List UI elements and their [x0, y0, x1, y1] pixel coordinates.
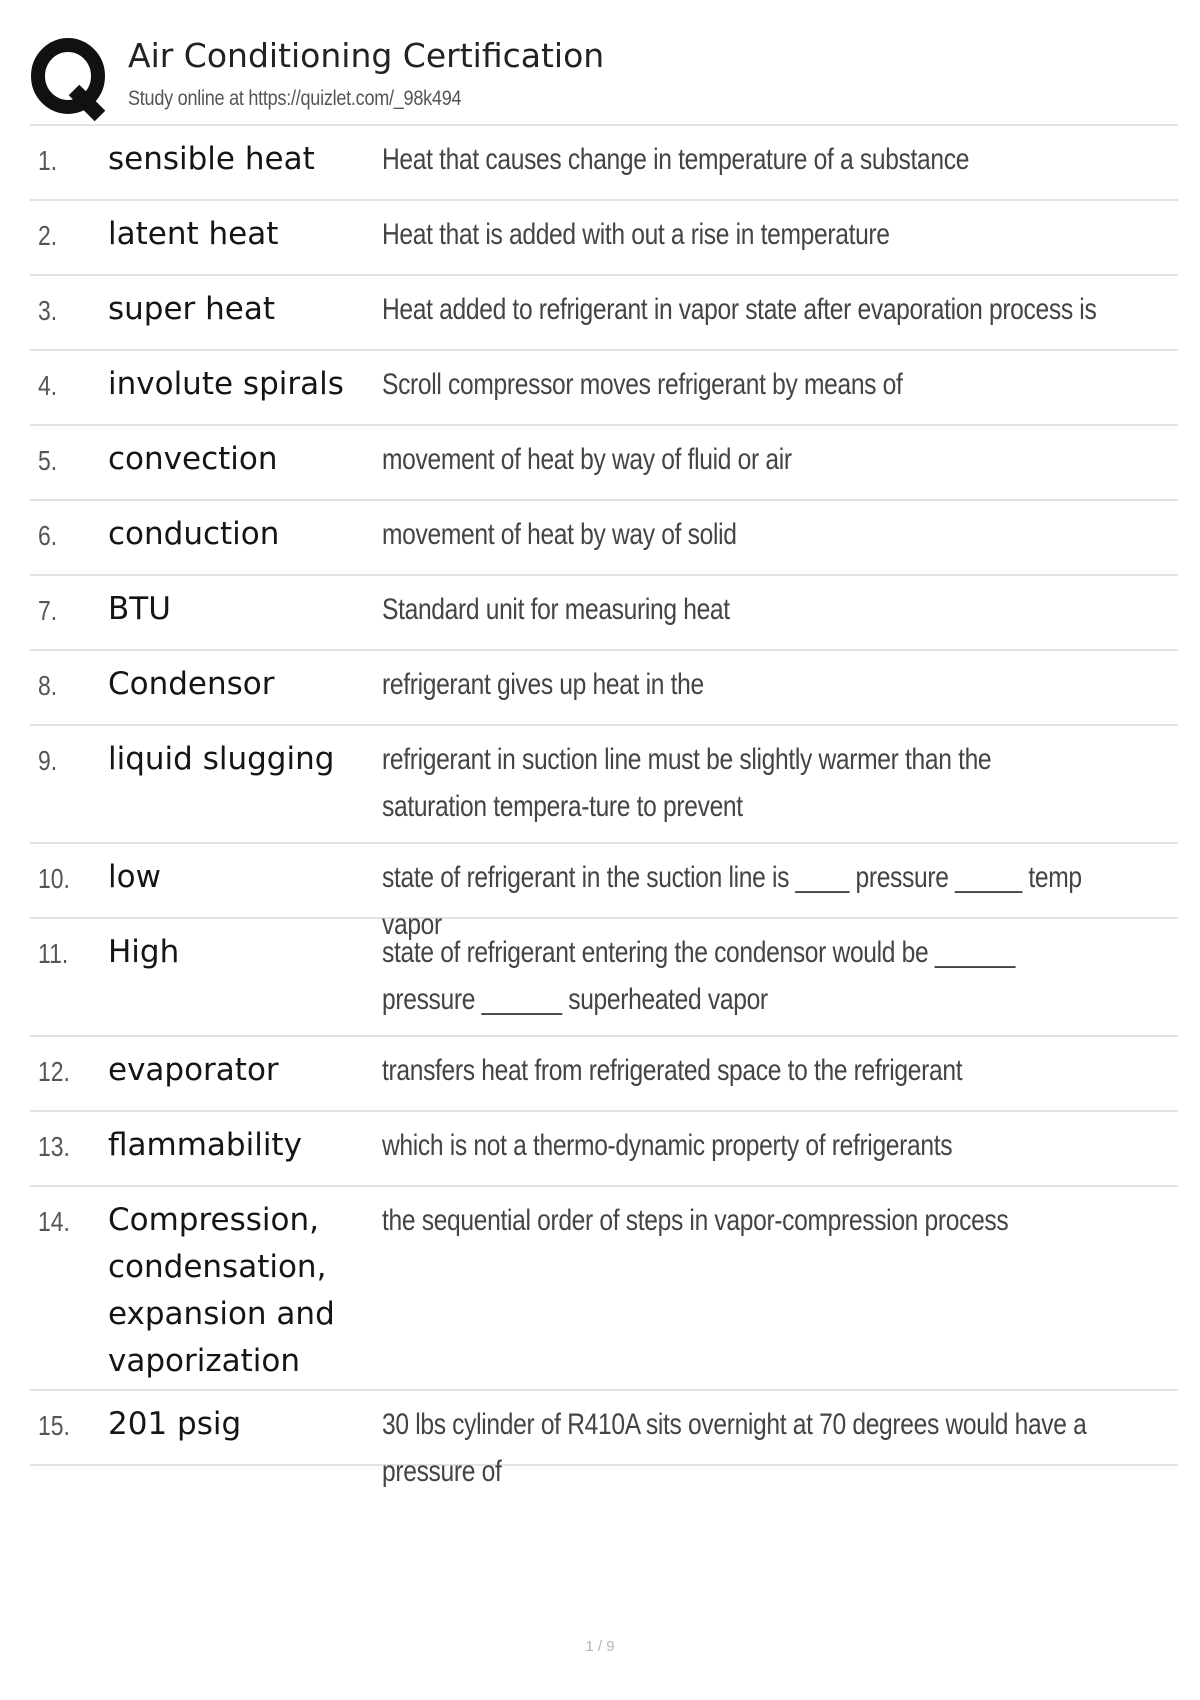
card-definition: which is not a thermo-dynamic property of refrigerants — [382, 1129, 953, 1162]
card-number: 13. — [38, 1131, 70, 1162]
card-number: 2. — [38, 220, 58, 251]
page-title: Air Conditioning Certification — [128, 36, 605, 75]
flashcard-row — [30, 576, 1178, 651]
card-term: conduction — [108, 516, 280, 552]
card-definition: movement of heat by way of fluid or air — [382, 443, 792, 476]
card-definition: the sequential order of steps in vapor-compression process — [382, 1204, 1009, 1237]
flashcard-row — [30, 426, 1178, 501]
flashcard-row — [30, 126, 1178, 201]
card-term: involute spirals — [108, 366, 344, 402]
quizlet-q-logo-icon — [30, 36, 138, 122]
card-number: 11. — [38, 938, 69, 969]
card-term: liquid slugging — [108, 741, 335, 777]
card-term: latent heat — [108, 216, 279, 252]
card-term: flammability — [108, 1127, 302, 1163]
study-online-link[interactable]: Study online at https://quizlet.com/_98k494 — [128, 87, 462, 110]
flashcard-row — [30, 201, 1178, 276]
card-number: 4. — [38, 370, 58, 401]
card-number: 9. — [38, 745, 58, 776]
card-definition: 30 lbs cylinder of R410A sits overnight at 70 degrees would have a pressure of — [382, 1408, 1087, 1488]
flashcard-row — [30, 501, 1178, 576]
card-term: low — [108, 859, 161, 895]
card-definition: refrigerant in suction line must be slightly warmer than the saturation tempera-ture to prevent — [382, 743, 992, 823]
flashcard-row — [30, 919, 1178, 1037]
card-term: High — [108, 934, 180, 970]
card-definition: movement of heat by way of solid — [382, 518, 737, 551]
card-definition: Scroll compressor moves refrigerant by means of — [382, 368, 903, 401]
card-definition: Heat that is added with out a rise in temperature — [382, 218, 890, 251]
card-term: sensible heat — [108, 141, 315, 177]
card-definition: Heat added to refrigerant in vapor state after evaporation process is — [382, 293, 1097, 326]
card-number: 8. — [38, 670, 58, 701]
flashcard-row — [30, 1037, 1178, 1112]
flashcard-row — [30, 1391, 1178, 1488]
card-number: 1. — [38, 145, 58, 176]
card-number: 6. — [38, 520, 58, 551]
card-definition: refrigerant gives up heat in the — [382, 668, 704, 701]
card-number: 10. — [38, 863, 70, 894]
card-number: 14. — [38, 1206, 70, 1237]
card-number: 3. — [38, 295, 58, 326]
card-term: Condensor — [108, 666, 275, 702]
card-definition: Standard unit for measuring heat — [382, 593, 730, 626]
page-indicator: 1 / 9 — [585, 1638, 615, 1655]
flashcard-row — [30, 276, 1178, 351]
card-term: 201 psig — [108, 1406, 242, 1442]
flashcard-row — [30, 1187, 1178, 1391]
flashcard-row — [30, 351, 1178, 426]
card-number: 7. — [38, 595, 58, 626]
flashcard-row — [30, 844, 1178, 941]
card-term: evaporator — [108, 1052, 279, 1088]
card-definition: transfers heat from refrigerated space to the refrigerant — [382, 1054, 963, 1087]
card-number: 15. — [38, 1410, 70, 1441]
card-definition: state of refrigerant in the suction line is ____ pressure _____ temp vapor — [382, 861, 1082, 941]
card-term: Compression, condensation, expansion and vaporization — [108, 1202, 335, 1379]
header — [30, 30, 1178, 124]
flashcard-list — [30, 124, 1178, 1488]
card-term: convection — [108, 441, 278, 477]
card-term: super heat — [108, 291, 276, 327]
card-term: BTU — [108, 591, 171, 627]
card-definition: state of refrigerant entering the condensor would be ______ pressure ______ superheated vapor — [382, 936, 1016, 1016]
card-number: 5. — [38, 445, 58, 476]
card-definition: Heat that causes change in temperature of a substance — [382, 143, 970, 176]
flashcard-row — [30, 726, 1178, 844]
card-number: 12. — [38, 1056, 70, 1087]
flashcard-row — [30, 1112, 1178, 1187]
flashcard-row — [30, 651, 1178, 726]
